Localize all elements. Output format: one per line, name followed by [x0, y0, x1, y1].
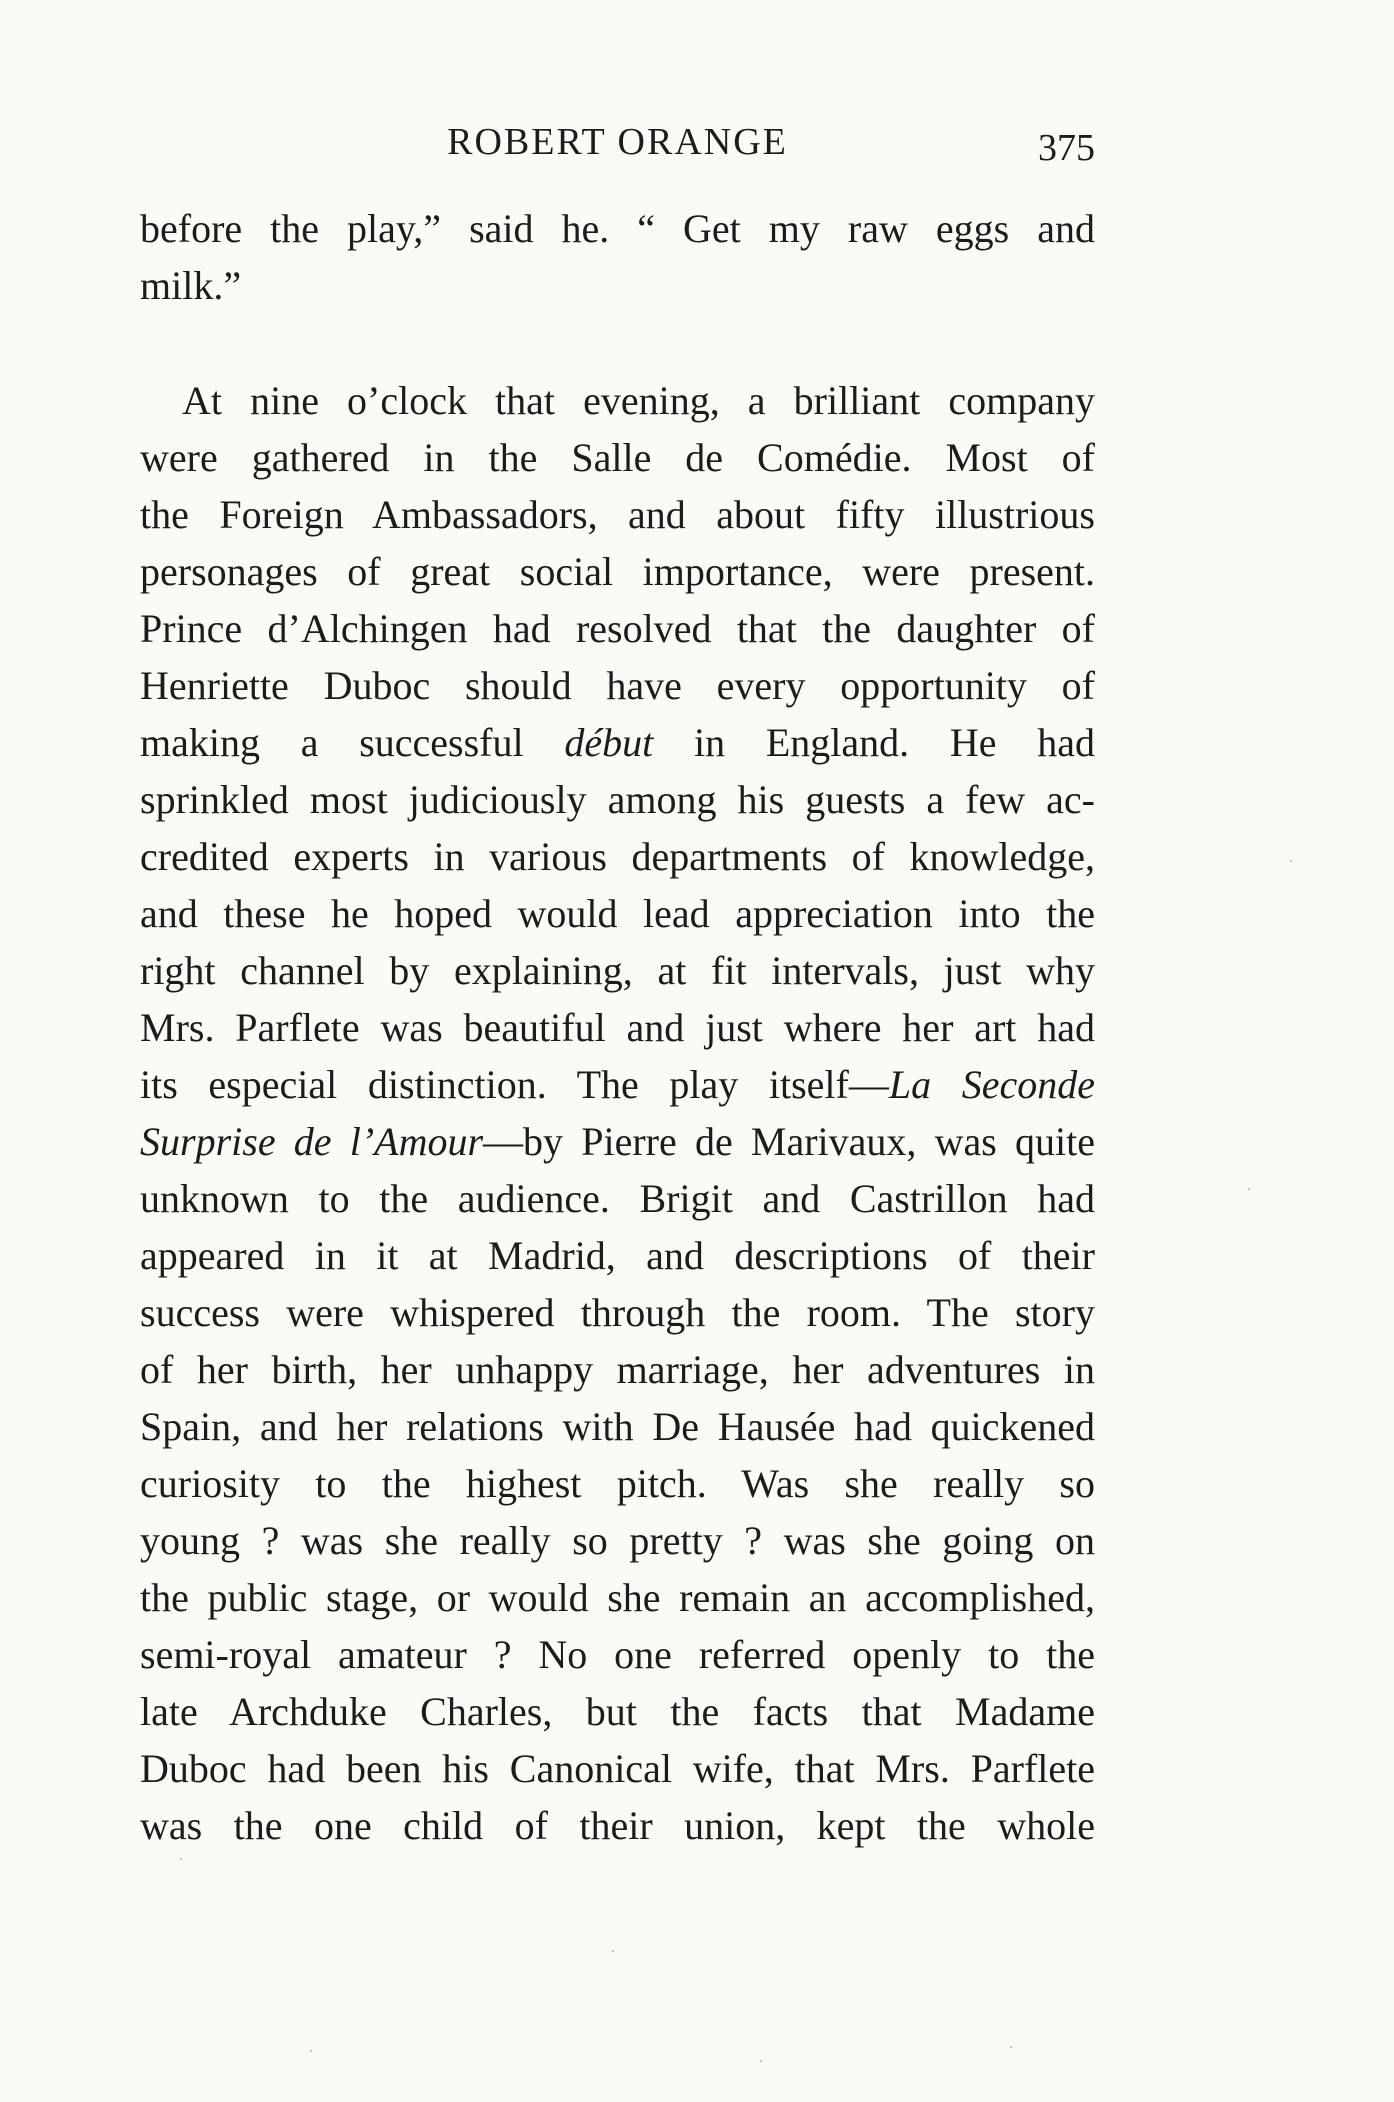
scan-speck: [1290, 860, 1292, 862]
text-line: Spain, and her relations with De Hausée had quickened: [140, 1404, 1095, 1449]
scan-speck: [1248, 1188, 1250, 1190]
body-text: [140, 200, 1095, 1854]
text-run: —by Pierre de Marivaux, was quite: [483, 1119, 1095, 1164]
text-line: the public stage, or would she remain an accomplished,: [140, 1575, 1095, 1620]
text-line: personages of great social importance, were present.: [140, 549, 1095, 594]
text-run: making a successful: [140, 720, 524, 765]
text-line: milk.”: [140, 263, 242, 308]
text-line: credited experts in various departments of knowledge,: [140, 834, 1095, 879]
text-line: Mrs. Parflete was beautiful and just where her art had: [140, 1005, 1095, 1050]
text-line: [140, 714, 1095, 771]
text-line: unknown to the audience. Brigit and Castrillon had: [140, 1176, 1095, 1221]
text-line: semi-royal amateur ? No one referred openly to the: [140, 1632, 1095, 1677]
text-line: of her birth, her unhappy marriage, her adventures in: [140, 1347, 1095, 1392]
text-line: and these he hoped would lead appreciation into the: [140, 891, 1095, 936]
text-line: sprinkled most judiciously among his guests a few ac-: [140, 777, 1095, 822]
scan-speck: [612, 1950, 614, 1952]
italic-title: Surprise de l’Amour: [140, 1119, 484, 1164]
text-line: the Foreign Ambassadors, and about fifty illustrious: [140, 492, 1095, 537]
text-run: its especial distinction. The play itself—: [140, 1062, 889, 1107]
text-line: At nine o’clock that evening, a brilliant company: [182, 378, 1095, 423]
text-line: young ? was she really so pretty ? was she going on: [140, 1518, 1095, 1563]
text-line: [140, 1113, 1095, 1170]
running-head: [140, 112, 1095, 172]
text-line: late Archduke Charles, but the facts that Madame: [140, 1689, 1095, 1734]
text-line: curiosity to the highest pitch. Was she really so: [140, 1461, 1095, 1506]
text-line: before the play,” said he. “ Get my raw eggs and: [140, 206, 1095, 251]
text-line: Duboc had been his Canonical wife, that Mrs. Parflete: [140, 1746, 1095, 1791]
text-line: appeared in it at Madrid, and descriptions of their: [140, 1233, 1095, 1278]
scan-speck: [1010, 2046, 1012, 2048]
running-title: ROBERT ORANGE: [447, 121, 788, 163]
paragraph-break: [140, 314, 1095, 372]
text-line: [140, 1056, 1095, 1113]
text-line: right channel by explaining, at fit intervals, just why: [140, 948, 1095, 993]
text-line: Henriette Duboc should have every opportunity of: [140, 663, 1095, 708]
text-line: success were whispered through the room. The story: [140, 1290, 1095, 1335]
text-line: were gathered in the Salle de Comédie. Most of: [140, 435, 1095, 480]
italic-title: La Seconde: [888, 1062, 1095, 1107]
text-run: in England. He had: [693, 720, 1096, 765]
scan-speck: [760, 2060, 762, 2062]
text-line: was the one child of their union, kept the whole: [140, 1803, 1095, 1848]
text-line: Prince d’Alchingen had resolved that the daughter of: [140, 606, 1095, 651]
page-number: 375: [1038, 127, 1095, 169]
italic-word: début: [564, 720, 654, 765]
scan-speck: [180, 1858, 182, 1860]
scan-speck: [310, 2050, 312, 2052]
